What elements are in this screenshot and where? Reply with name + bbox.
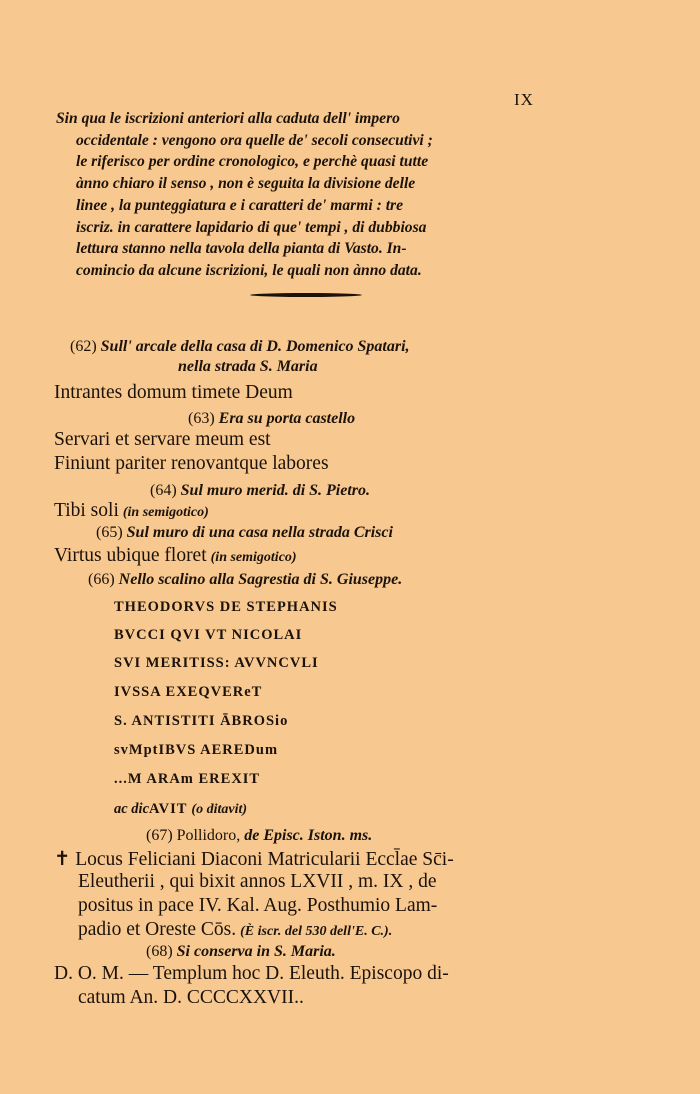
entry-63-caption bbox=[188, 410, 355, 428]
entry-67-text-line bbox=[78, 919, 392, 941]
entry-68-inscription-line: D. O. M. — Templum hoc D. Eleuth. Episcopo di- bbox=[54, 963, 449, 984]
caption-text: nella strada S. Maria bbox=[178, 358, 318, 375]
caption-text: Sul muro merid. di S. Pietro. bbox=[180, 482, 371, 499]
intro-line: le riferisco per ordine cronologico, e perchè quasi tutte bbox=[76, 153, 429, 171]
section-divider bbox=[250, 293, 362, 297]
script-note: (in semigotico) bbox=[122, 505, 209, 520]
caption-text: Sull' arcale della casa di D. Domenico Spatari, bbox=[100, 338, 410, 355]
inscription-line: IVSSA EXEQVEReT bbox=[114, 684, 263, 700]
intro-paragraph bbox=[56, 108, 560, 282]
page-number: IX bbox=[514, 90, 534, 109]
inscription-line: svMptIBVS AEREDum bbox=[114, 742, 279, 758]
intro-line: linee , la punteggiatura e i caratteri de' marmi : tre bbox=[76, 196, 404, 214]
caption-text: Sul muro di una casa nella strada Crisci bbox=[126, 524, 393, 541]
intro-line: ànno chiaro il senso , non è seguita la divisione delle bbox=[76, 175, 416, 193]
entry-62-caption bbox=[70, 338, 410, 356]
inscription-text: Tibi soli bbox=[54, 500, 119, 521]
entry-67-text-line: Eleutherii , qui bixit annos LXVII , m. IX , de bbox=[78, 871, 437, 892]
script-note: (in semigotico) bbox=[210, 550, 297, 565]
entry-63-inscription-line: Servari et servare meum est bbox=[54, 429, 271, 450]
entry-68-caption bbox=[146, 943, 336, 961]
caption-text: Si conserva in S. Maria. bbox=[176, 943, 336, 960]
entry-number: (62) bbox=[70, 338, 97, 355]
inscription-line: THEODORVS DE STEPHANIS bbox=[114, 599, 338, 615]
inscription-line-last bbox=[114, 800, 247, 818]
date-note: (È iscr. del 530 dell'E. C.). bbox=[240, 924, 393, 939]
entry-number: (66) bbox=[88, 571, 115, 588]
entry-number: (68) bbox=[146, 943, 173, 960]
entry-number: (63) bbox=[188, 410, 215, 427]
entry-68-inscription-line: catum An. D. CCCCXXVII.. bbox=[78, 987, 304, 1008]
caption-text: Nello scalino alla Sagrestia di S. Giuseppe. bbox=[118, 571, 403, 588]
inscription-line: S. ANTISTITI ĀBROSio bbox=[114, 713, 289, 729]
intro-line: iscriz. in carattere lapidario di que' tempi , di dubbiosa bbox=[76, 218, 427, 236]
inscription-text: AVIT bbox=[149, 801, 188, 817]
entry-64-caption bbox=[150, 482, 370, 500]
entry-62-caption-cont bbox=[178, 358, 318, 376]
entry-66-caption bbox=[88, 571, 402, 589]
entry-67-caption bbox=[146, 827, 372, 845]
entry-number: (64) bbox=[150, 482, 177, 499]
inscription-text: Virtus ubique floret bbox=[54, 545, 207, 566]
entry-65-inscription bbox=[54, 545, 297, 567]
entry-67-text-line: positus in pace IV. Kal. Aug. Posthumio Lam- bbox=[78, 895, 438, 916]
variant-note: (o ditavit) bbox=[191, 802, 248, 817]
inscription-line: BVCCI QVI VT NICOLAI bbox=[114, 627, 303, 643]
entry-63-inscription-line: Finiunt pariter renovantque labores bbox=[54, 453, 329, 474]
inscription-text: padio et Oreste Cōs. bbox=[78, 919, 237, 940]
entry-number: (67) bbox=[146, 827, 173, 844]
inscription-line: ...M ARAm EREXIT bbox=[114, 771, 261, 787]
cross-icon: ✝ bbox=[54, 849, 71, 870]
intro-line: Sin qua le iscrizioni anteriori alla caduta dell' impero bbox=[56, 110, 400, 127]
intro-line: comincio da alcune iscrizioni, le quali non ànno data. bbox=[76, 261, 422, 279]
entry-62-inscription: Intrantes domum timete Deum bbox=[54, 382, 293, 403]
inscription-text: ac dic bbox=[114, 801, 150, 817]
caption-text: Era su porta castello bbox=[218, 410, 356, 427]
inscription-line: SVI MERITISS: AVVNCVLI bbox=[114, 655, 319, 671]
entry-65-caption bbox=[96, 524, 393, 542]
entry-number: (65) bbox=[96, 524, 123, 541]
entry-67-text-line bbox=[54, 847, 454, 871]
author-name: Pollidoro, bbox=[176, 827, 241, 844]
intro-line: lettura stanno nella tavola della pianta di Vasto. In- bbox=[76, 240, 407, 258]
inscription-text: Locus Feliciani Diaconi Matricularii Eccl̄ae Sc̄i- bbox=[75, 849, 454, 870]
entry-64-inscription bbox=[54, 500, 209, 522]
intro-line: occidentale : vengono ora quelle de' secoli consecutivi ; bbox=[76, 131, 433, 149]
source-title: de Episc. Iston. ms. bbox=[244, 827, 373, 844]
